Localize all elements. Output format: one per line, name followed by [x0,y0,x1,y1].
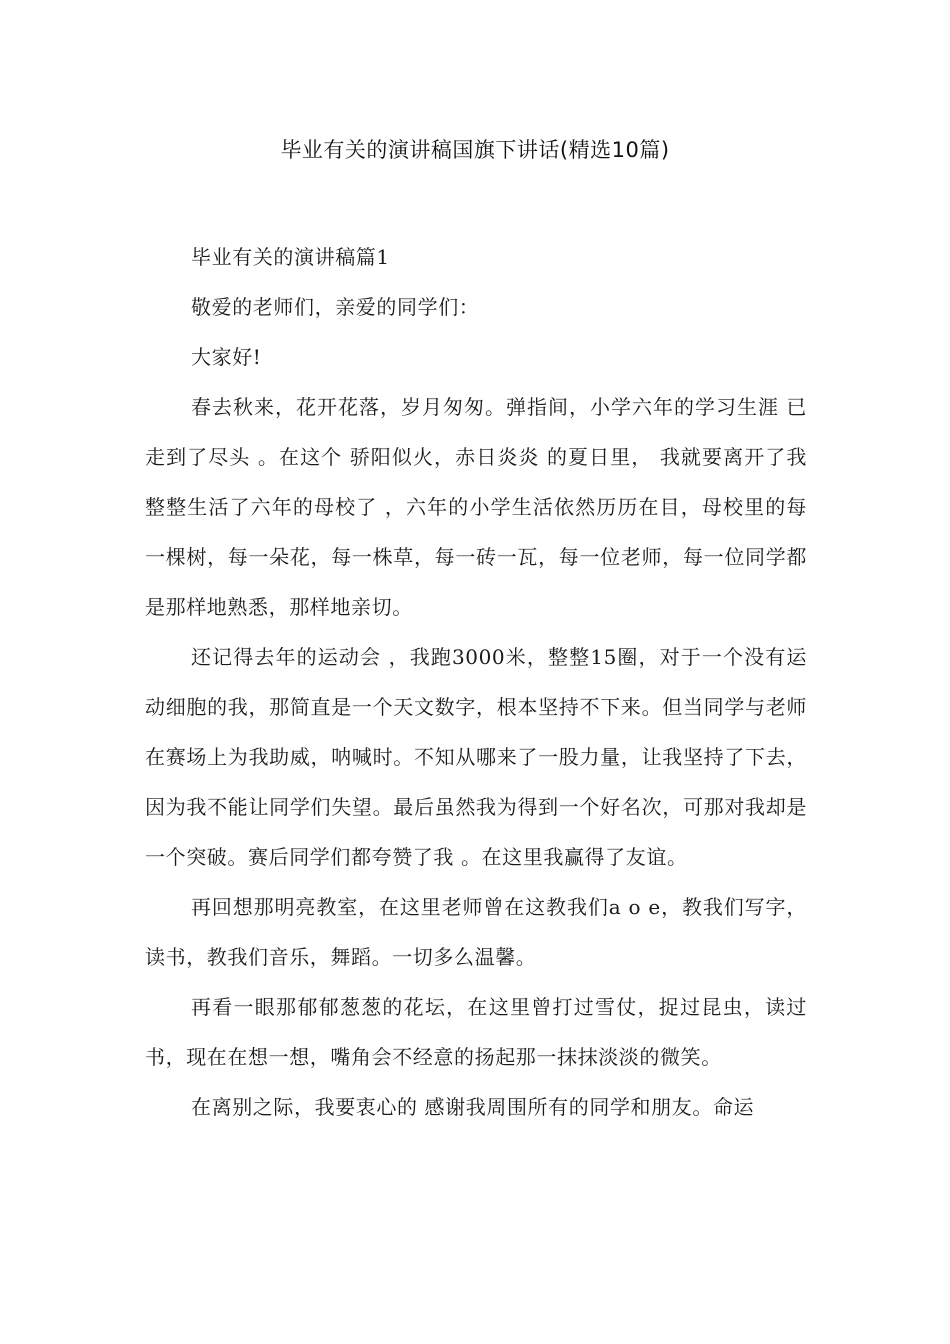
section-heading: 毕业有关的演讲稿篇1 [191,245,390,269]
greeting: 大家好! [191,345,262,369]
paragraph-5: 在离别之际，我要衷心的 感谢我周围所有的同学和朋友。命运 [191,1095,755,1119]
document-body [145,232,807,1132]
paragraph-1: 春去秋来，花开花落，岁月匆匆。弹指间，小学六年的学习生涯 已走到了尽头 。在这个 骄阳似火，赤日炎炎 的夏日里， 我就要离开了我整整生活了六年的母校了 ，六年的小学生活依然历历在目，母校里的每一棵树，每一朵花，每一株草，每一砖一瓦，每一位老师，每一位同学都是那样地熟悉，那样地亲切。 [145,395,807,619]
document-title: 毕业有关的演讲稿国旗下讲话(精选10篇) [280,138,670,162]
salutation: 敬爱的老师们，亲爱的同学们： [191,295,480,319]
paragraph-4: 再看一眼那郁郁葱葱的花坛，在这里曾打过雪仗，捉过昆虫，读过书，现在在想一想，嘴角会不经意的扬起那一抹抹淡淡的微笑。 [145,995,807,1069]
paragraph-3: 再回想那明亮教室，在这里老师曾在这教我们a o e，教我们写字，读书，教我们音乐，舞蹈。一切多么温馨。 [145,895,807,969]
paragraph-2: 还记得去年的运动会 ，我跑3000米，整整15圈，对于一个没有运动细胞的我，那简直是一个天文数字，根本坚持不下来。但当同学与老师在赛场上为我助威，呐喊时。不知从哪来了一股力量，让我坚持了下去，因为我不能让同学们失望。最后虽然我为得到一个好名次，可那对我却是一个突破。赛后同学们都夸赞了我 。在这里我赢得了友谊。 [145,645,807,869]
